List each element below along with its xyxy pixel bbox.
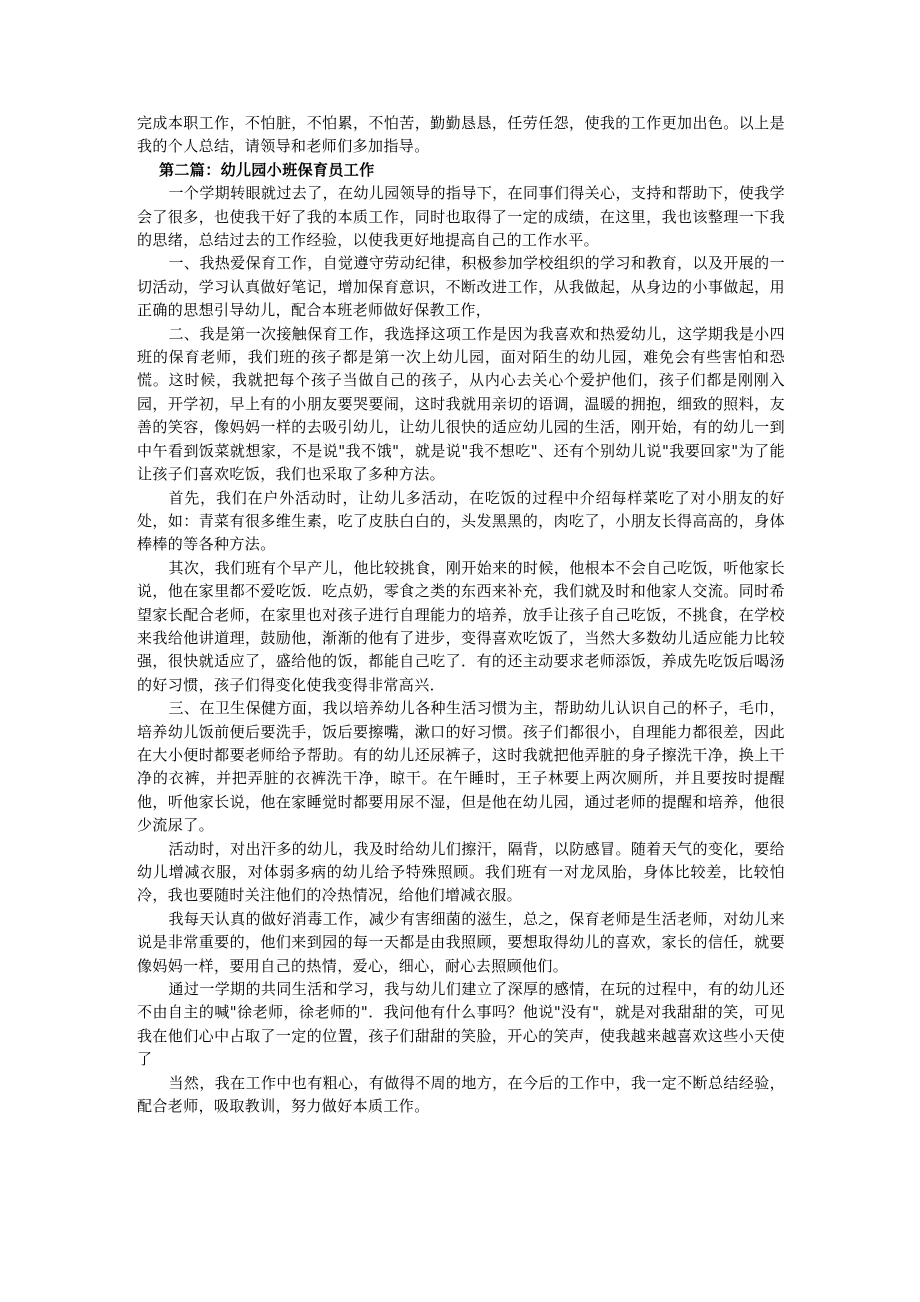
body-paragraph-1: 一个学期转眼就过去了，在幼儿园领导的指导下，在同事们得关心，支持和帮助下，使我学会了很多，也使我干好了我的本质工作，同时也取得了一定的成绩，在这里，我也该整理一下我的思绪，总结过去的工作经验，以使我更好地提高自己的工作水平。 bbox=[137, 184, 785, 250]
body-paragraph-4: 首先，我们在户外活动时，让幼儿多活动，在吃饭的过程中介绍每样菜吃了对小朋友的好处，如：青菜有很多维生素，吃了皮肤白白的，头发黑黑的，肉吃了，小朋友长得高高的，身体棒棒的等各种方法。 bbox=[137, 488, 785, 554]
intro-paragraph: 完成本职工作，不怕脏，不怕累，不怕苦，勤勤恳恳，任劳任怨，使我的工作更加出色。以上是我的个人总结，请领导和老师们多加指导。 bbox=[137, 114, 785, 156]
body-paragraph-9: 通过一学期的共同生活和学习，我与幼儿们建立了深厚的感情，在玩的过程中，有的幼儿还不由自主的喊"徐老师，徐老师的"．我问他有什么事吗？他说"没有"，就是对我甜甜的笑，可见我在他们心中占取了一定的位置，孩子们甜甜的笑脸，开心的笑声，使我越来越喜欢这些小天使了 bbox=[137, 980, 785, 1069]
body-paragraph-7: 活动时，对出汗多的幼儿，我及时给幼儿们擦汗，隔背，以防感冒。随着天气的变化，要给幼儿增减衣服，对体弱多病的幼儿给予特殊照顾。我们班有一对龙凤胎，身体比较差，比较怕冷，我也要随时关注他们的冷热情况，给他们增减衣服。 bbox=[137, 839, 785, 905]
body-paragraph-5: 其次，我们班有个早产儿，他比较挑食，刚开始来的时候，他根本不会自己吃饭，听他家长说，他在家里都不爱吃饭．吃点奶，零食之类的东西来补充，我们就及时和他家人交流。同时希望家长配合老师，在家里也对孩子进行自理能力的培养，放手让孩子自己吃饭，不挑食，在学校来我给他讲道理，鼓励他，渐渐的他有了进步，变得喜欢吃饭了，当然大多数幼儿适应能力比较强，很快就适应了，盛给他的饭，都能自己吃了．有的还主动要求老师添饭，养成先吃饭后喝汤的好习惯，孩子们得变化使我变得非常高兴． bbox=[137, 558, 785, 694]
body-paragraph-8: 我每天认真的做好消毒工作，减少有害细菌的滋生，总之，保育老师是生活老师，对幼儿来说是非常重要的，他们来到园的每一天都是由我照顾，要想取得幼儿的喜欢，家长的信任，就要像妈妈一样，要用自己的热情，爱心，细心，耐心去照顾他们。 bbox=[137, 909, 785, 975]
document-page bbox=[137, 112, 785, 1118]
section-title: 第二篇：幼儿园小班保育员工作 bbox=[159, 160, 375, 179]
body-paragraph-6: 三、在卫生保健方面，我以培养幼儿各种生活习惯为主，帮助幼儿认识自己的杯子，毛巾，培养幼儿饭前便后要洗手，饭后要擦嘴，漱口的好习惯。孩子们都很小，自理能力都很差，因此在大小便时都要老师给予帮助。有的幼儿还尿裤子，这时我就把他弄脏的身子擦洗干净，换上干净的衣裤，并把弄脏的衣裤洗干净，晾干。在午睡时，王子林要上两次厕所，并且要按时提醒他，听他家长说，他在家睡觉时都要用尿不湿，但是他在幼儿园，通过老师的提醒和培养，他很少流尿了。 bbox=[137, 699, 785, 835]
body-paragraph-2: 一、我热爱保育工作，自觉遵守劳动纪律，积极参加学校组织的学习和教育，以及开展的一切活动，学习认真做好笔记，增加保育意识，不断改进工作，从我做起，从身边的小事做起，用正确的思想引导幼儿，配合本班老师做好保教工作， bbox=[137, 254, 785, 320]
body-paragraph-10: 当然，我在工作中也有粗心，有做得不周的地方，在今后的工作中，我一定不断总结经验，配合老师，吸取教训，努力做好本质工作。 bbox=[137, 1073, 785, 1116]
body-paragraph-3: 二、我是第一次接触保育工作，我选择这项工作是因为我喜欢和热爱幼儿，这学期我是小四班的保育老师，我们班的孩子都是第一次上幼儿园，面对陌生的幼儿园，难免会有些害怕和恐慌。这时候，我就把每个孩子当做自己的孩子，从内心去关心个爱护他们，孩子们都是刚刚入园，开学初，早上有的小朋友要哭要闹，这时我就用亲切的语调，温暖的拥抱，细致的照料，友善的笑容，像妈妈一样的去吸引幼儿，让幼儿很快的适应幼儿园的生活，刚开始，有的幼儿一到中午看到饭菜就想家，不是说"我不饿"，就是说"我不想吃"、还有个别幼儿说"我要回家"为了能让孩子们喜欢吃饭，我们也采取了多种方法。 bbox=[137, 324, 785, 484]
